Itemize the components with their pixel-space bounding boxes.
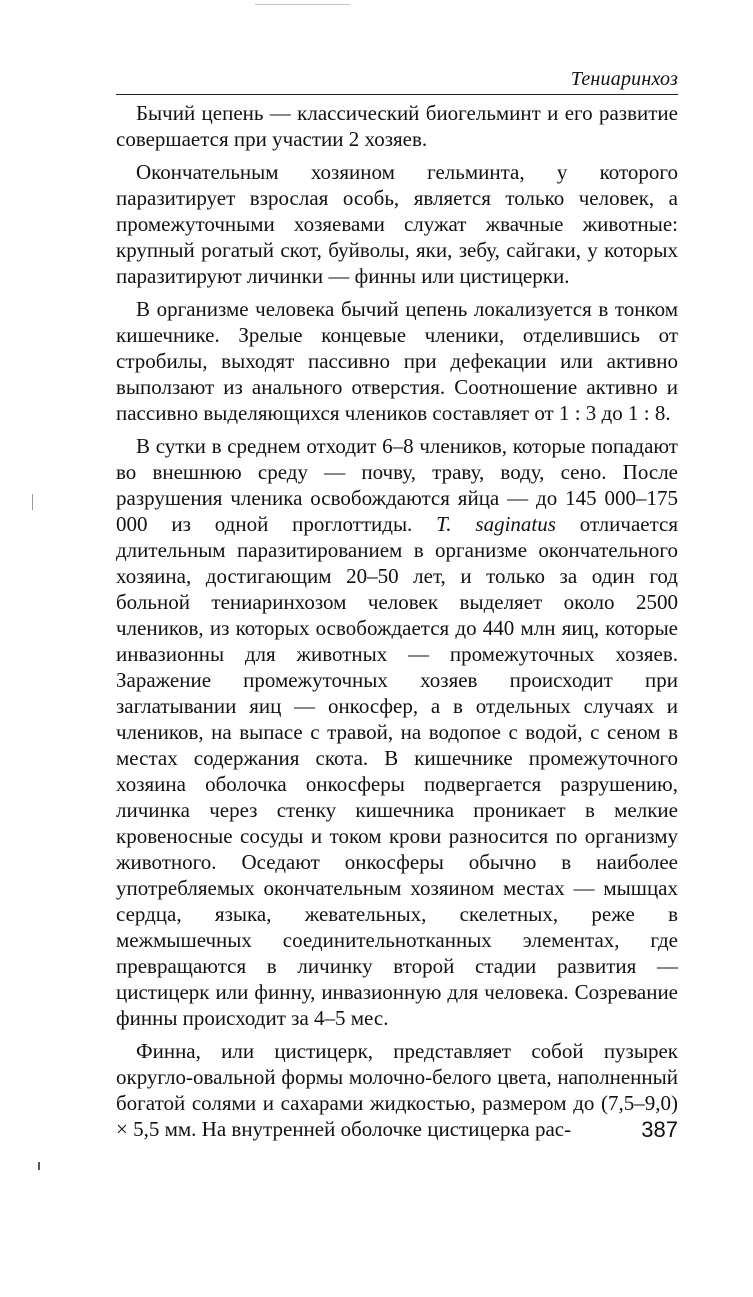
paragraph-2: Окончательным хозяином гельминта, у которого паразитирует взрослая особь, является только человек, а промежуточными хозяевами служат жвачные животные: крупный рогатый скот, буйволы, яки, зебу, сайгаки, у которых паразитируют личинки — финны или цистицерки. <box>116 160 678 288</box>
page-number: 387 <box>641 1117 678 1142</box>
top-edge-rule <box>255 4 350 5</box>
paragraph-4-text-before: В сутки в среднем отходит 6–8 члеников, которые попадают во внешнюю среду — почву, траву, воду, сено. После разрушения членика освобождаются яйца — до 145 000–175 000 из одной проглоттиды. <box>116 434 678 536</box>
paragraph-5: Финна, или цистицерк, представляет собой пузырек округло-овальной формы молочно-белого цвета, наполненный богатой солями и сахарами жидкостью, размером до (7,5–9,0) × 5,5 мм. На внутренней оболочке цистицерка рас- <box>116 1039 678 1141</box>
paragraph-4-text-after: отличается длительным паразитированием в организме окончательного хозяина, достигающим 20–50 лет, и только за один год больной тениаринхозом человек выделяет около 2500 члеников, из которых освобождается до 440 млн яиц, которые инвазионны для животных — промежуточных хозяев. Заражение промежуточных хозяев происходит при заглатывании яиц — онкосфер, а в отдельных случаях и члеников, на выпасе с травой, на водопое с водой, с сеном в местах содержания скота. В кишечнике промежуточного хозяина оболочка онкосферы подвергается разрушению, личинка через стенку кишечника проникает в мелкие кровеносные сосуды и током крови разносится по организму животного. Оседают онкосферы обычно в наиболее употребляемых окончательным хозяином местах — мышцах сердца, языка, жевательных, скелетных, реже в межмышечных соединительнотканных элементах, где превращаются в личинку второй стадии развития — цистицерк или финну, инвазионную для человека. Созревание финны происходит за 4–5 мес. <box>116 512 678 1030</box>
species-name-italic: T. saginatus <box>436 512 556 536</box>
scan-speck-left <box>32 494 33 510</box>
scan-speck-bottom-left <box>38 1162 40 1170</box>
paragraph-4 <box>116 433 678 1031</box>
paragraph-1: Бычий цепень — классический биогельминт и его развитие совершается при участии 2 хозяев. <box>116 101 678 151</box>
running-head: Тениаринхоз <box>116 68 678 95</box>
paragraph-3: В организме человека бычий цепень локализуется в тонком кишечнике. Зрелые концевые членики, отделившись от стробилы, выходят пассивно при дефекации или активно выползают из анального отверстия. Соотношение активно и пассивно выделяющихся члеников составляет от 1 : 3 до 1 : 8. <box>116 297 678 425</box>
body-text <box>116 100 678 1149</box>
